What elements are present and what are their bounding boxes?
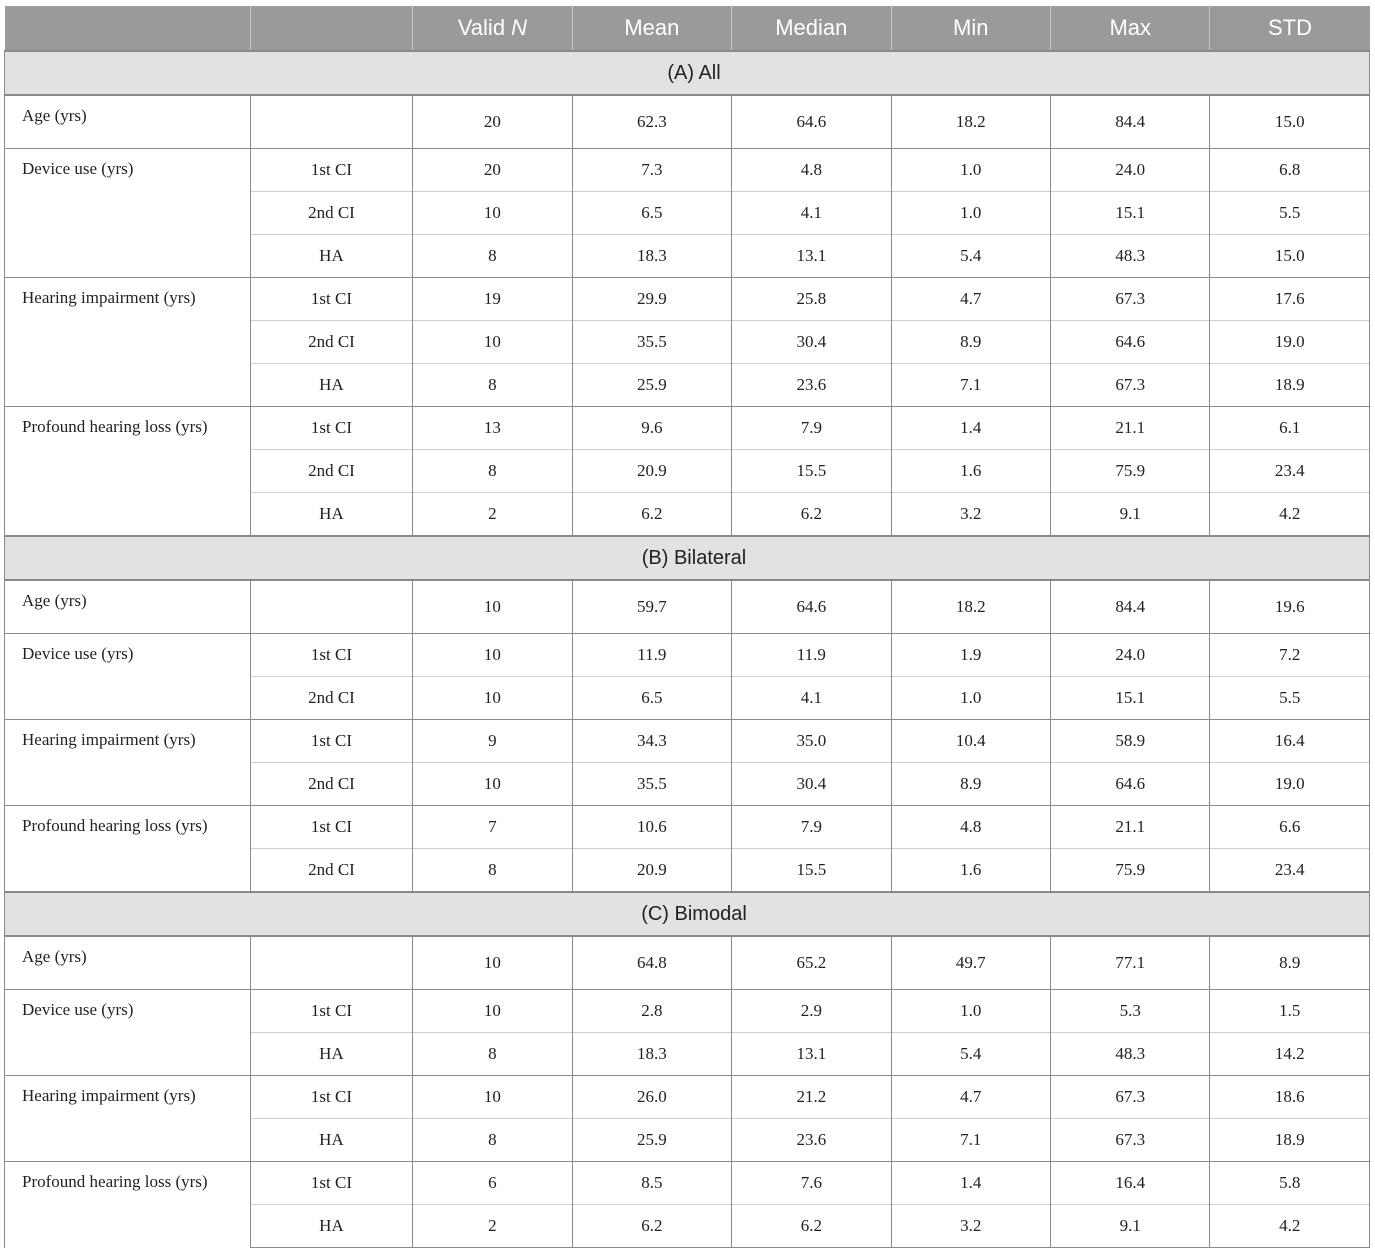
table-row [5, 580, 1370, 634]
section-title: (C) Bimodal [5, 892, 1370, 936]
table-cell: 8 [413, 1033, 572, 1076]
table-cell: 75.9 [1051, 450, 1210, 493]
table-cell: 6.2 [572, 493, 731, 537]
table-cell: 67.3 [1051, 1119, 1210, 1162]
table-cell: 8 [413, 364, 572, 407]
row-label: Profound hearing loss (yrs) [5, 1162, 251, 1248]
table-cell: 3.2 [891, 493, 1050, 537]
table-cell: 6 [413, 1162, 572, 1205]
table-cell: 10 [413, 990, 572, 1033]
table-body [5, 51, 1370, 1248]
table-cell: 1.0 [891, 990, 1050, 1033]
table-cell: 4.1 [732, 677, 891, 720]
table-cell: 64.6 [732, 580, 891, 634]
table-cell: 18.3 [572, 1033, 731, 1076]
header-valid-n [413, 6, 572, 51]
table-cell: 6.1 [1210, 407, 1370, 450]
table-cell: 8.9 [1210, 936, 1370, 990]
table-row [5, 634, 1370, 677]
table-cell: 67.3 [1051, 364, 1210, 407]
table-cell: 14.2 [1210, 1033, 1370, 1076]
table-cell: 23.4 [1210, 849, 1370, 893]
table-cell: 8 [413, 450, 572, 493]
table-cell: 6.8 [1210, 149, 1370, 192]
table-cell: 35.5 [572, 763, 731, 806]
row-sublabel: 1st CI [250, 634, 412, 677]
table-row [5, 278, 1370, 321]
table-cell: 10 [413, 677, 572, 720]
row-sublabel: 2nd CI [250, 321, 412, 364]
table-cell: 18.3 [572, 235, 731, 278]
table-cell: 13 [413, 407, 572, 450]
table-cell: 26.0 [572, 1076, 731, 1119]
table-cell: 5.8 [1210, 1162, 1370, 1205]
table-cell: 8 [413, 235, 572, 278]
section-row [5, 892, 1370, 936]
row-sublabel: 2nd CI [250, 192, 412, 235]
table-cell: 18.2 [891, 95, 1050, 149]
row-sublabel: 1st CI [250, 720, 412, 763]
table-cell: 67.3 [1051, 1076, 1210, 1119]
section-title: (B) Bilateral [5, 536, 1370, 580]
table-cell: 15.1 [1051, 677, 1210, 720]
table-cell: 5.5 [1210, 677, 1370, 720]
table-cell: 6.2 [572, 1205, 731, 1248]
table-cell: 8.9 [891, 763, 1050, 806]
row-sublabel: 1st CI [250, 806, 412, 849]
table-row [5, 936, 1370, 990]
table-row [5, 407, 1370, 450]
row-sublabel: 2nd CI [250, 677, 412, 720]
table-cell: 30.4 [732, 321, 891, 364]
row-sublabel: 1st CI [250, 1076, 412, 1119]
table-cell: 67.3 [1051, 278, 1210, 321]
table-cell: 6.2 [732, 1205, 891, 1248]
table-header [5, 6, 1370, 51]
table-cell: 1.4 [891, 1162, 1050, 1205]
table-cell: 10.6 [572, 806, 731, 849]
table-cell: 64.6 [1051, 321, 1210, 364]
table-row [5, 1076, 1370, 1119]
row-sublabel: 1st CI [250, 278, 412, 321]
table-cell: 24.0 [1051, 149, 1210, 192]
table-cell: 2 [413, 493, 572, 537]
table-cell: 29.9 [572, 278, 731, 321]
row-label: Age (yrs) [5, 936, 251, 990]
table-cell: 49.7 [891, 936, 1050, 990]
table-cell: 15.1 [1051, 192, 1210, 235]
table-cell: 84.4 [1051, 580, 1210, 634]
row-sublabel: HA [250, 235, 412, 278]
section-title: (A) All [5, 51, 1370, 95]
table-cell: 62.3 [572, 95, 731, 149]
header-valid-n-text: Valid N [457, 15, 528, 40]
table-cell: 20 [413, 95, 572, 149]
header-min: Min [891, 6, 1050, 51]
table-cell: 3.2 [891, 1205, 1050, 1248]
table-cell: 11.9 [732, 634, 891, 677]
table-cell: 1.5 [1210, 990, 1370, 1033]
table-cell: 18.2 [891, 580, 1050, 634]
row-sublabel: HA [250, 1119, 412, 1162]
table-cell: 1.0 [891, 677, 1050, 720]
table-cell: 7.6 [732, 1162, 891, 1205]
table-cell: 13.1 [732, 1033, 891, 1076]
table-cell: 4.2 [1210, 493, 1370, 537]
row-sublabel: HA [250, 493, 412, 537]
table-cell: 75.9 [1051, 849, 1210, 893]
table-cell: 1.6 [891, 450, 1050, 493]
table-cell: 5.5 [1210, 192, 1370, 235]
table-cell: 4.7 [891, 278, 1050, 321]
table-cell: 21.1 [1051, 806, 1210, 849]
table-cell: 9.6 [572, 407, 731, 450]
header-max: Max [1051, 6, 1210, 51]
row-sublabel: HA [250, 1205, 412, 1248]
table-cell: 2.9 [732, 990, 891, 1033]
row-label: Profound hearing loss (yrs) [5, 407, 251, 537]
table-cell: 6.2 [732, 493, 891, 537]
row-label: Device use (yrs) [5, 149, 251, 278]
table-cell: 24.0 [1051, 634, 1210, 677]
table-cell: 2.8 [572, 990, 731, 1033]
table-cell: 15.0 [1210, 95, 1370, 149]
table-cell: 25.8 [732, 278, 891, 321]
row-label: Hearing impairment (yrs) [5, 278, 251, 407]
table-cell: 15.0 [1210, 235, 1370, 278]
table-cell: 20 [413, 149, 572, 192]
row-label: Device use (yrs) [5, 634, 251, 720]
row-sublabel: 1st CI [250, 149, 412, 192]
table-cell: 7.2 [1210, 634, 1370, 677]
table-cell: 4.1 [732, 192, 891, 235]
table-cell: 7.1 [891, 1119, 1050, 1162]
header-cell [5, 6, 251, 51]
table-cell: 35.5 [572, 321, 731, 364]
row-label: Age (yrs) [5, 580, 251, 634]
table-cell: 5.4 [891, 235, 1050, 278]
table-cell: 7.9 [732, 407, 891, 450]
table-cell: 64.6 [732, 95, 891, 149]
table-cell: 1.0 [891, 149, 1050, 192]
table-cell: 5.3 [1051, 990, 1210, 1033]
table-cell: 10 [413, 192, 572, 235]
table-cell: 2 [413, 1205, 572, 1248]
table-cell: 7.1 [891, 364, 1050, 407]
row-sublabel [250, 580, 412, 634]
table-cell: 23.4 [1210, 450, 1370, 493]
table-cell: 20.9 [572, 849, 731, 893]
table-cell: 30.4 [732, 763, 891, 806]
table-cell: 10.4 [891, 720, 1050, 763]
table-cell: 9.1 [1051, 493, 1210, 537]
table-cell: 21.2 [732, 1076, 891, 1119]
row-sublabel: 1st CI [250, 1162, 412, 1205]
table-cell: 19.0 [1210, 763, 1370, 806]
table-cell: 19.0 [1210, 321, 1370, 364]
table-cell: 6.5 [572, 677, 731, 720]
table-cell: 48.3 [1051, 235, 1210, 278]
row-sublabel: 2nd CI [250, 849, 412, 893]
header-median: Median [732, 6, 891, 51]
table-cell: 8.5 [572, 1162, 731, 1205]
table-cell: 5.4 [891, 1033, 1050, 1076]
table-cell: 13.1 [732, 235, 891, 278]
table-cell: 18.9 [1210, 1119, 1370, 1162]
row-label: Age (yrs) [5, 95, 251, 149]
table-cell: 64.8 [572, 936, 731, 990]
table-cell: 18.6 [1210, 1076, 1370, 1119]
table-cell: 21.1 [1051, 407, 1210, 450]
table-row [5, 990, 1370, 1033]
table-row [5, 720, 1370, 763]
header-cell [250, 6, 412, 51]
table-cell: 16.4 [1051, 1162, 1210, 1205]
row-sublabel: 1st CI [250, 990, 412, 1033]
table-cell: 8 [413, 1119, 572, 1162]
table-cell: 7 [413, 806, 572, 849]
table-cell: 25.9 [572, 364, 731, 407]
table-cell: 10 [413, 580, 572, 634]
table-row [5, 1162, 1370, 1205]
table-cell: 10 [413, 763, 572, 806]
table-cell: 34.3 [572, 720, 731, 763]
table-cell: 23.6 [732, 1119, 891, 1162]
row-sublabel [250, 95, 412, 149]
table-cell: 9.1 [1051, 1205, 1210, 1248]
table-cell: 1.6 [891, 849, 1050, 893]
table-cell: 19 [413, 278, 572, 321]
table-cell: 19.6 [1210, 580, 1370, 634]
row-label: Hearing impairment (yrs) [5, 1076, 251, 1162]
table-cell: 10 [413, 321, 572, 364]
table-cell: 25.9 [572, 1119, 731, 1162]
table-cell: 59.7 [572, 580, 731, 634]
table-cell: 10 [413, 936, 572, 990]
table-cell: 4.8 [732, 149, 891, 192]
row-sublabel: 1st CI [250, 407, 412, 450]
table-cell: 1.9 [891, 634, 1050, 677]
row-label: Profound hearing loss (yrs) [5, 806, 251, 893]
section-row [5, 51, 1370, 95]
table-cell: 15.5 [732, 849, 891, 893]
section-row [5, 536, 1370, 580]
table-cell: 35.0 [732, 720, 891, 763]
table-cell: 4.7 [891, 1076, 1050, 1119]
row-sublabel: 2nd CI [250, 450, 412, 493]
table-cell: 9 [413, 720, 572, 763]
row-sublabel: HA [250, 1033, 412, 1076]
row-sublabel [250, 936, 412, 990]
table-cell: 23.6 [732, 364, 891, 407]
table-cell: 84.4 [1051, 95, 1210, 149]
statistics-table [4, 6, 1370, 1248]
table-cell: 10 [413, 1076, 572, 1119]
header-std: STD [1210, 6, 1370, 51]
table-cell: 4.8 [891, 806, 1050, 849]
table-cell: 20.9 [572, 450, 731, 493]
table-cell: 58.9 [1051, 720, 1210, 763]
table-cell: 48.3 [1051, 1033, 1210, 1076]
table-cell: 6.6 [1210, 806, 1370, 849]
table-cell: 7.3 [572, 149, 731, 192]
table-row [5, 95, 1370, 149]
row-label: Device use (yrs) [5, 990, 251, 1076]
table-cell: 18.9 [1210, 364, 1370, 407]
table-cell: 65.2 [732, 936, 891, 990]
table-cell: 4.2 [1210, 1205, 1370, 1248]
row-sublabel: HA [250, 364, 412, 407]
header-mean: Mean [572, 6, 731, 51]
table-row [5, 806, 1370, 849]
table-cell: 1.0 [891, 192, 1050, 235]
table-cell: 7.9 [732, 806, 891, 849]
table-cell: 8 [413, 849, 572, 893]
table-cell: 17.6 [1210, 278, 1370, 321]
table-cell: 16.4 [1210, 720, 1370, 763]
table-cell: 64.6 [1051, 763, 1210, 806]
table-row [5, 149, 1370, 192]
table-cell: 6.5 [572, 192, 731, 235]
table-cell: 1.4 [891, 407, 1050, 450]
table-cell: 15.5 [732, 450, 891, 493]
table-cell: 10 [413, 634, 572, 677]
table-cell: 11.9 [572, 634, 731, 677]
row-label: Hearing impairment (yrs) [5, 720, 251, 806]
table-cell: 77.1 [1051, 936, 1210, 990]
row-sublabel: 2nd CI [250, 763, 412, 806]
table-cell: 8.9 [891, 321, 1050, 364]
